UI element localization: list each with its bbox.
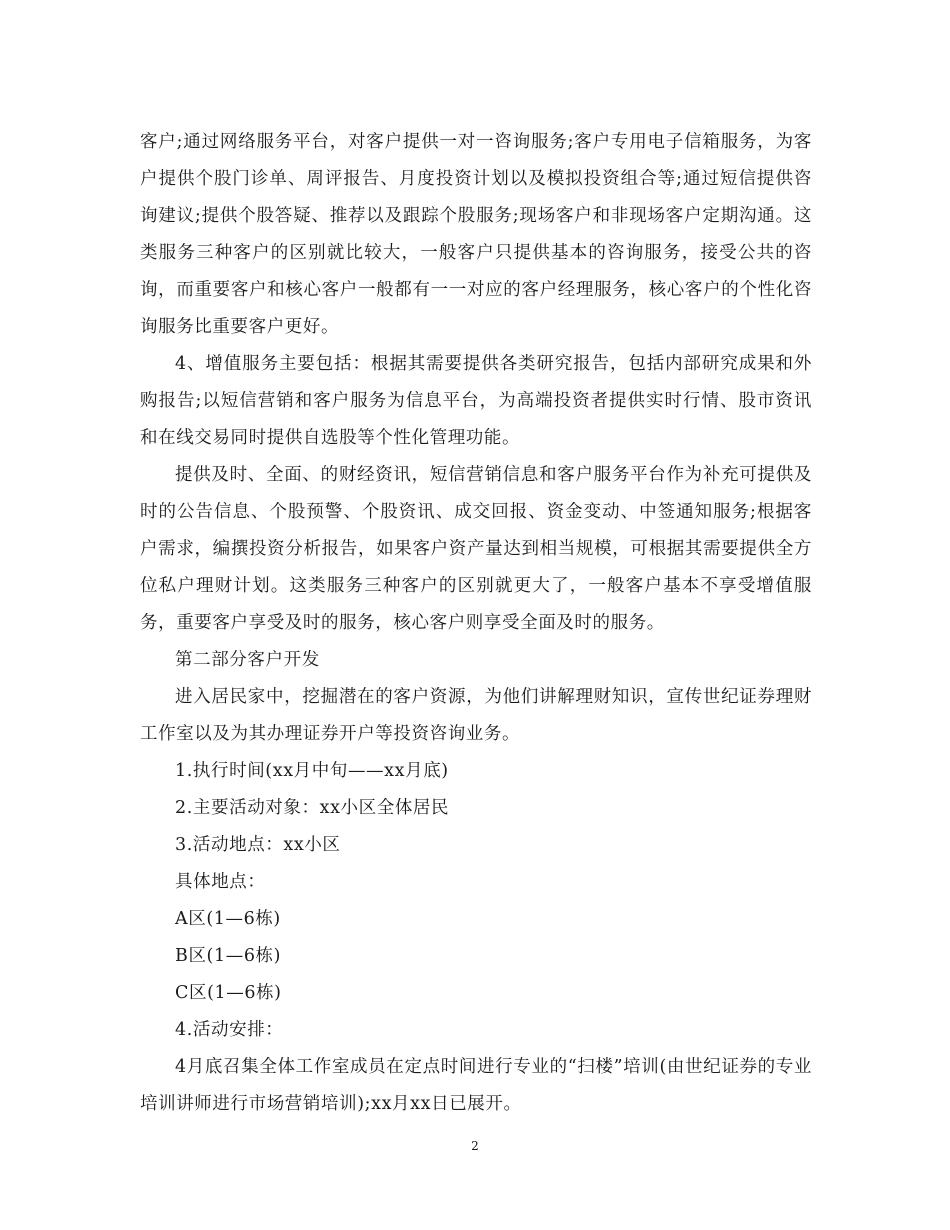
page-number: 2 bbox=[471, 1139, 479, 1153]
paragraph-residential-outreach: 进入居民家中，挖掘潜在的客户资源，为他们讲解理财知识，宣传世纪证券理财工作室以及为其办理证券开户等投资咨询业务。 bbox=[140, 687, 812, 744]
location-zone-b: B区(1—6栋) bbox=[175, 946, 282, 966]
list-item-location: 3.活动地点：xx小区 bbox=[175, 835, 341, 855]
document-body bbox=[140, 124, 812, 1123]
location-zone-c: C区(1—6栋) bbox=[175, 983, 282, 1003]
section-heading-client-development: 第二部分客户开发 bbox=[175, 650, 320, 670]
list-item-execution-time: 1.执行时间(xx月中旬——xx月底) bbox=[175, 761, 449, 781]
list-item-target-audience: 2.主要活动对象：xx小区全体居民 bbox=[175, 798, 450, 818]
paragraph-consulting-services: 客户;通过网络服务平台，对客户提供一对一咨询服务;客户专用电子信箱服务，为客户提供个股门诊单、周评报告、月度投资计划以及模拟投资组合等;通过短信提供咨询建议;提供个股答疑、推荐以及跟踪个股服务;现场客户和非现场客户定期沟通。这类服务三种客户的区别就比较大，一般客户只提供基本的咨询服务，接受公共的咨询，而重要客户和核心客户一般都有一一对应的客户经理服务，核心客户的个性化咨询服务比重要客户更好。 bbox=[140, 132, 812, 337]
paragraph-value-added-services: 4、增值服务主要包括：根据其需要提供各类研究报告，包括内部研究成果和外购报告;以短信营销和客户服务为信息平台，为高端投资者提供实时行情、股市资讯和在线交易同时提供自选股等个性化管理功能。 bbox=[140, 354, 812, 448]
paragraph-training-plan: 4月底召集全体工作室成员在定点时间进行专业的“扫楼”培训(由世纪证券的专业培训讲师进行市场营销培训);xx月xx日已展开。 bbox=[140, 1057, 812, 1114]
paragraph-financial-information: 提供及时、全面、的财经资讯，短信营销信息和客户服务平台作为补充可提供及时的公告信息、个股预警、个股资讯、成交回报、资金变动、中签通知服务;根据客户需求，编撰投资分析报告，如果客户资产量达到相当规模，可根据其需要提供全方位私户理财计划。这类服务三种客户的区别就更大了，一般客户基本不享受增值服务，重要客户享受及时的服务，核心客户则享受全面及时的服务。 bbox=[140, 465, 812, 633]
list-item-activity-schedule: 4.活动安排： bbox=[175, 1020, 284, 1040]
location-zone-a: A区(1—6栋) bbox=[175, 909, 281, 929]
label-specific-locations: 具体地点： bbox=[175, 872, 266, 892]
